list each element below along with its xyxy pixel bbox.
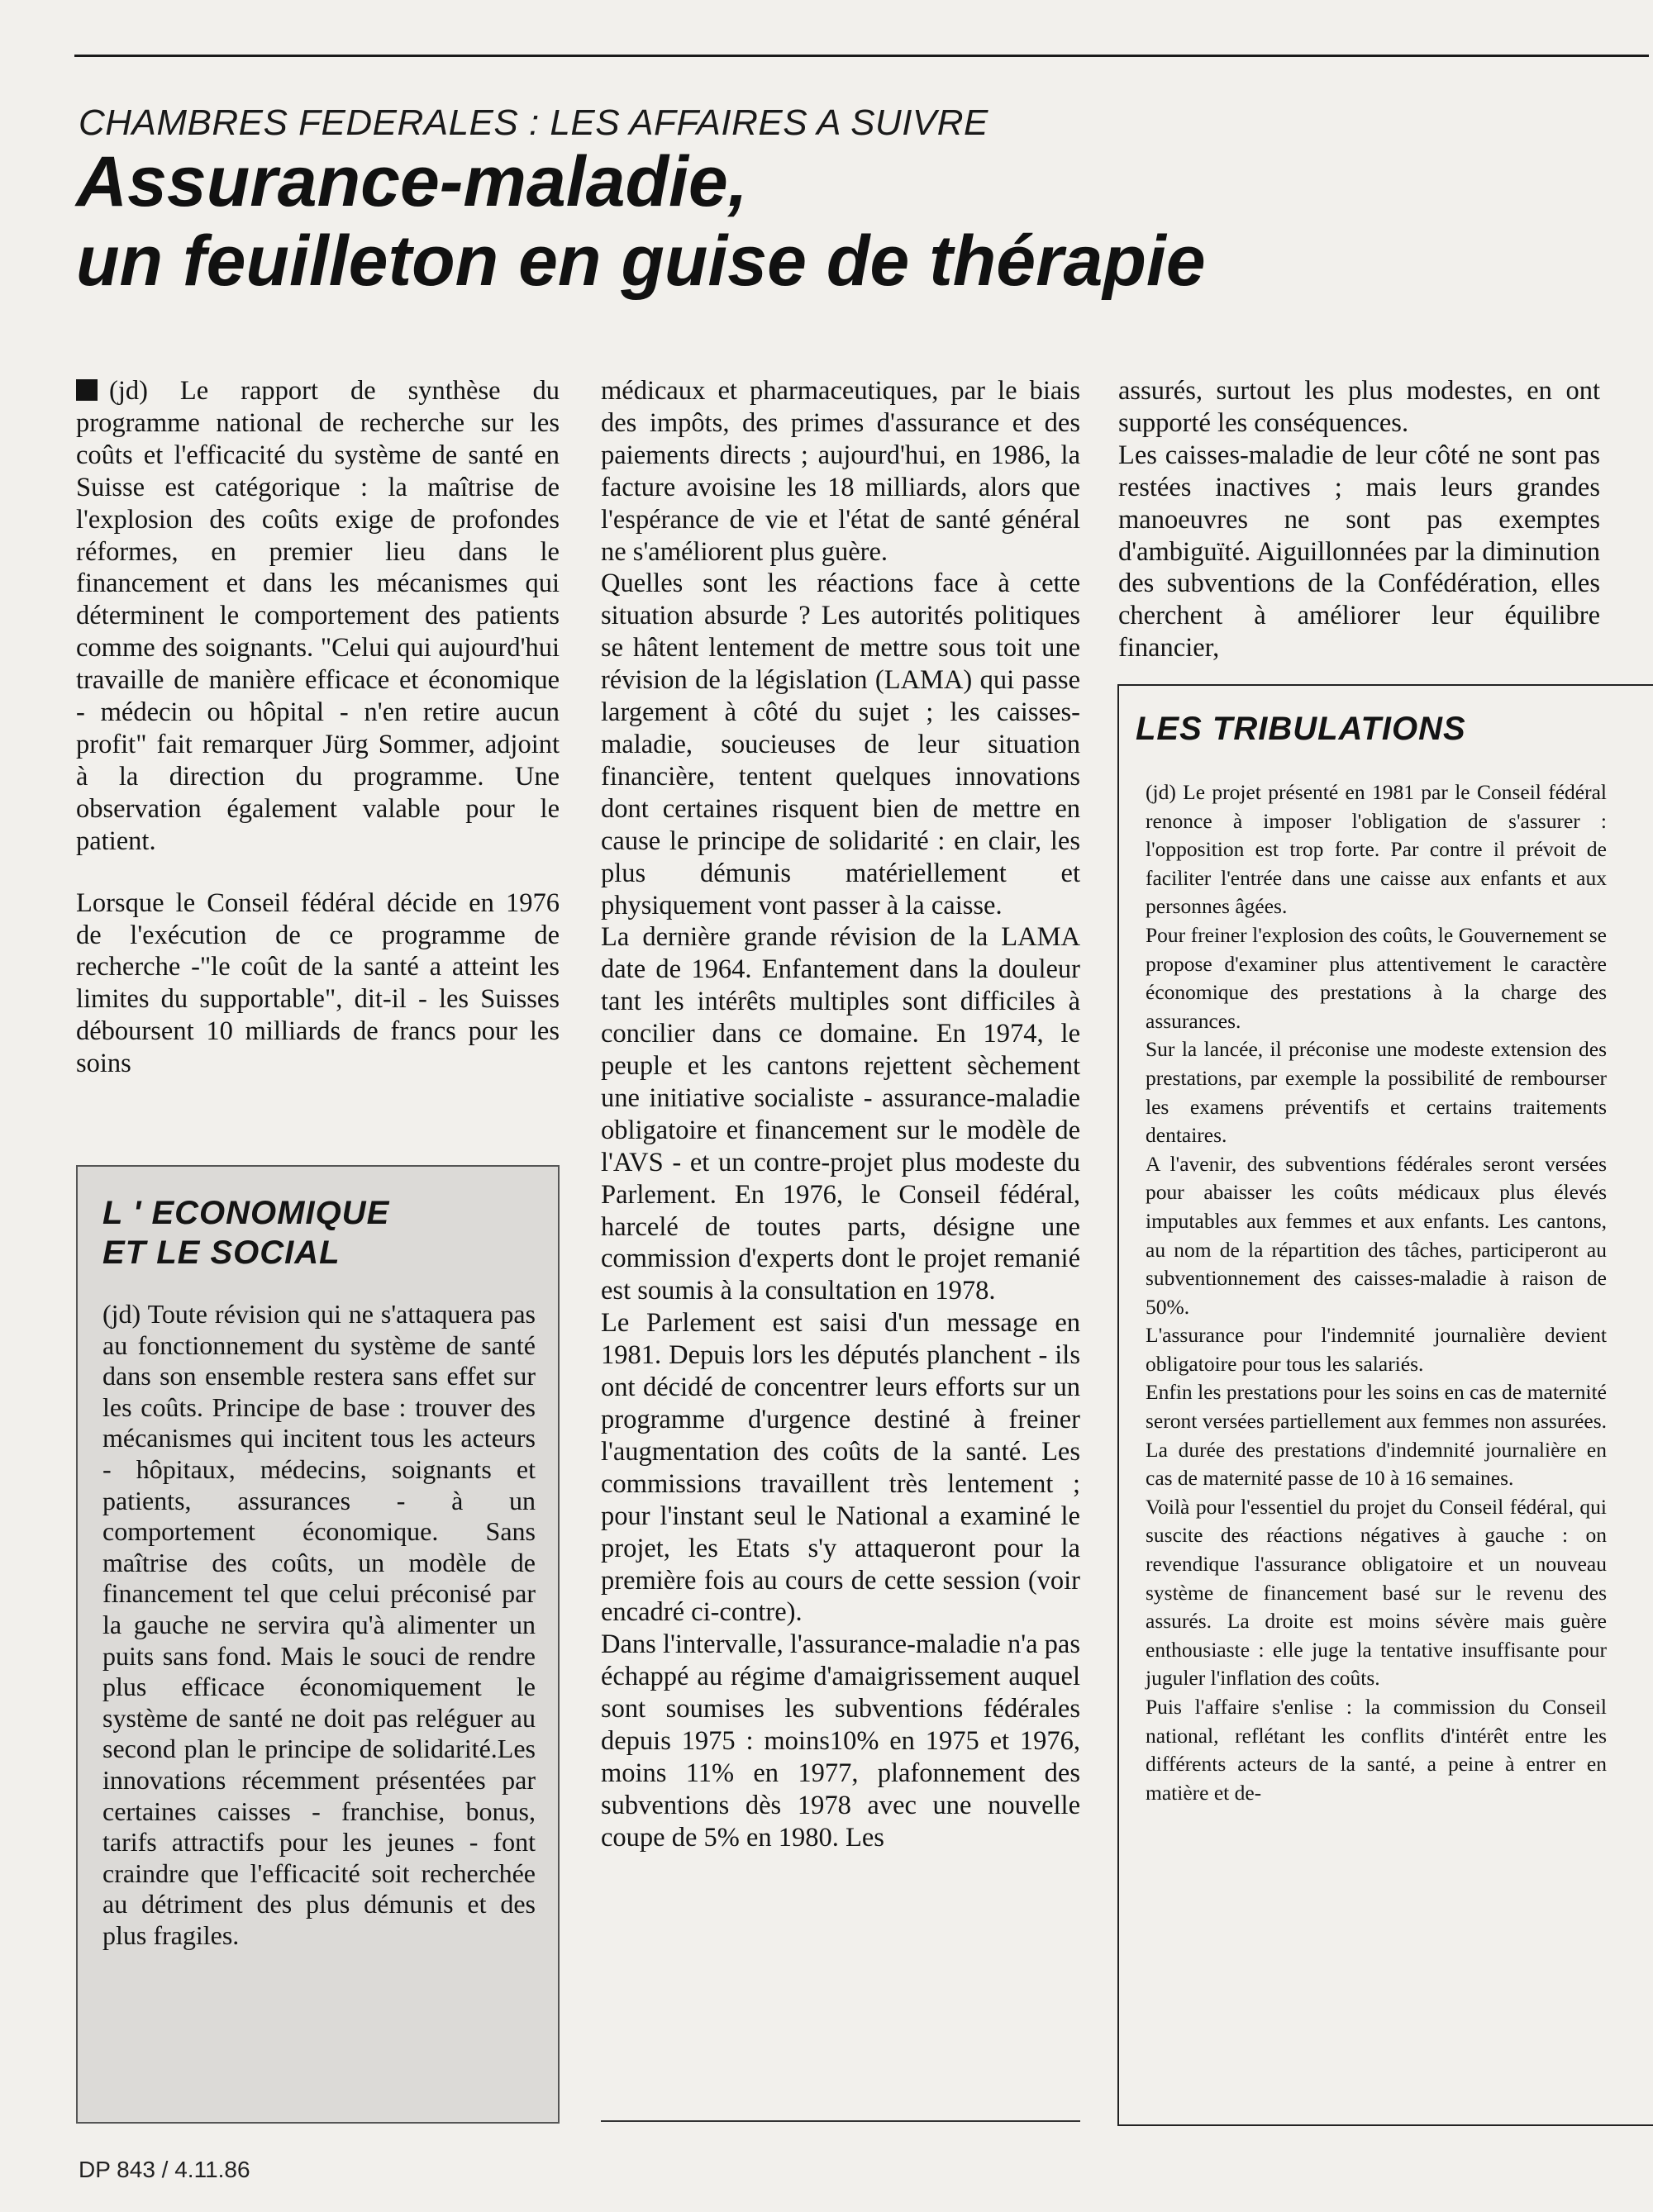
box-paragraph: Enfin les prestations pour les soins en cas de maternité seront versées partiellement aux femmes non assurées. La durée des prestations d'indemnité journalière en cas de maternité passe de 10 à 16 semaines. — [1146, 1380, 1607, 1491]
box-paragraph: A l'avenir, des subventions fédérales seront versées pour abaisser les coûts médicaux plus élevés imputables aux femmes et aux enfants. Les cantons, au nom de la répartition des tâches, participeront au subventionnement des caisses-maladie à raison de 50%. — [1146, 1151, 1607, 1319]
paragraph-intro-text: (jd) Le rapport de synthèse du programme national de recherche sur les coûts et l'efficacité du système de santé en Suisse est catégorique : la maîtrise de l'explosion des coûts exige de profondes réformes, en premier lieu dans le financement et dans les mécanismes qui déterminent le comportement des patients comme des soignants. "Celui qui aujourd'hui travaille de manière efficace et économique - médecin ou hôpital - n'en retire aucun profit" fait remarquer Jürg Sommer, adjoint à la direction du programme. Une observation également valable pour le patient. — [76, 376, 560, 856]
paragraph: Dans l'intervalle, l'assurance-maladie n'a pas échappé au régime d'amaigrissement auquel sont soumises les subventions fédérales depuis 1975 : moins10% en 1975 et 1976, moins 11% en 1977, plafonnement des subventions dès 1978 avec une nouvelle coupe de 5% en 1980. Les — [601, 1629, 1080, 1853]
box-title-line-2: ET LE SOCIAL — [102, 1234, 341, 1271]
paragraph: Le Parlement est saisi d'un message en 1981. Depuis lors les députés planchent - ils ont décidé de concentrer leurs efforts sur un programme d'urgence destiné à freiner l'augmentation des coûts de la santé. Les commissions travaillent très lentement ; pour l'instant seul le National a examiné le projet, les Etats s'y attaqueront pour la première fois au cours de cette session (voir encadré ci-contre). — [601, 1308, 1080, 1628]
box-paragraph: Voilà pour l'essentiel du projet du Conseil fédéral, qui suscite des réactions négatives à gauche : on revendique l'assurance obligatoire et un nouveau système de financement basé sur le revenu des assurés. La droite est moins sévère mais guère enthousiaste : elle juge la tentative insuffisante pour juguler l'inflation des coûts. — [1146, 1494, 1607, 1691]
sidebar-box-tribulations — [1117, 684, 1653, 2126]
top-rule — [74, 55, 1649, 57]
box-paragraph: Puis l'affaire s'enlise : la commission du Conseil national, reflétant les conflits d'intérêt entre les différents acteurs de la santé, a peine à entrer en matière et de- — [1146, 1695, 1607, 1805]
box-title: LES TRIBULATIONS — [1136, 711, 1466, 747]
box-title-line-1: L ' ECONOMIQUE — [102, 1195, 390, 1231]
paragraph: médicaux et pharmaceutiques, par le biais des impôts, des primes d'assurance et des paiements directs ; aujourd'hui, en 1986, la facture avoisine les 18 milliards, alors que l'espérance de vie et l'état de santé général ne s'améliorent plus guère. — [601, 376, 1080, 567]
paragraph: Quelles sont les réactions face à cette situation absurde ? Les autorités politiques se hâtent lentement de mettre sous toit une révision de la législation (LAMA) qui passe largement à côté du sujet ; les caisses-maladie, soucieuses de leur situation financière, tentent quelques innovations dont certaines risquent bien de mettre en cause le principe de solidarité : en clair, les plus démunis matériellement et physiquement vont passer à la caisse. — [601, 568, 1080, 920]
column-1 — [76, 375, 560, 1080]
box-body — [1146, 778, 1607, 1807]
paragraph: Lorsque le Conseil fédéral décide en 1976 de l'exécution de ce programme de recherche -"le coût de la santé a atteint les limites du supportable", dit-il - les Suisses déboursent 10 milliards de francs pour les soins — [76, 887, 560, 1079]
sidebar-box-economique — [76, 1165, 560, 2124]
column-3 — [1118, 375, 1600, 664]
column-2 — [601, 375, 1080, 1854]
paragraph: Les caisses-maladie de leur côté ne sont pas restées inactives ; mais leurs grandes manoeuvres ne sont pas exemptes d'ambiguïté. Aiguillonnées par la diminution des subventions de la Confédération, elles cherchent à améliorer leur équilibre financier, — [1118, 440, 1600, 664]
issue-footer: DP 843 / 4.11.86 — [79, 2157, 250, 2182]
paragraph-intro — [76, 375, 560, 858]
box-paragraph: L'assurance pour l'indemnité journalière devient obligatoire pour tous les salariés. — [1146, 1323, 1607, 1376]
headline-line-1: Assurance-maladie, — [76, 142, 748, 221]
box-paragraph: (jd) Le projet présenté en 1981 par le Conseil fédéral renonce à imposer l'obligation de s'assurer : l'opposition est trop forte. Par contre il prévoit de faciliter l'entrée dans une caisse aux enfants et aux personnes âgées. — [1146, 780, 1607, 919]
box-paragraph: Pour freiner l'explosion des coûts, le Gouvernement se propose d'examiner plus attentivement le caractère économique des prestations à la charge des assurances. — [1146, 922, 1607, 1033]
paragraph: assurés, surtout les plus modestes, en ont supporté les conséquences. — [1118, 376, 1600, 438]
article-kicker: CHAMBRES FEDERALES : LES AFFAIRES A SUIVRE — [79, 102, 988, 143]
bullet-square-icon — [76, 379, 98, 401]
paragraph: La dernière grande révision de la LAMA date de 1964. Enfantement dans la douleur tant les intérêts multiples sont difficiles à concilier dans ce domaine. En 1974, le peuple et les cantons rejettent sèchement une initiative socialiste - assurance-maladie obligatoire et financement sur le modèle de l'AVS - et un contre-projet plus modeste du Parlement. En 1976, le Conseil fédéral, harcelé de toutes parts, désigne une commission d'experts dont le projet remanié est soumis à la consultation en 1978. — [601, 922, 1080, 1306]
box-body: (jd) Toute révision qui ne s'attaquera pas au fonctionnement du système de santé dans son ensemble restera sans effet sur les coûts. Principe de base : trouver des mécanismes qui incitent tous les acteurs - hôpitaux, médecins, soignants et patients, assurances - à un comportement économique. Sans maîtrise des coûts, un modèle de financement tel que celui préconisé par la gauche ne servira qu'à alimenter un puits sans fond. Mais le souci de rendre plus efficace économiquement le système de santé ne doit pas reléguer au second plan le principe de solidarité.Les innovations récemment présentées par certaines caisses - franchise, bonus, tarifs attractifs pour les jeunes - font craindre que l'efficacité soit recherchée au détriment des plus démunis et des plus fragiles. — [102, 1299, 536, 1950]
box-title — [102, 1193, 389, 1272]
article-headline — [76, 142, 1206, 301]
column-2-bottom-rule — [601, 2120, 1080, 2122]
box-paragraph: Sur la lancée, il préconise une modeste extension des prestations, par exemple la possibilité de rembourser les examens préventifs et certains traitements dentaires. — [1146, 1037, 1607, 1148]
headline-line-2: un feuilleton en guise de thérapie — [76, 221, 1206, 301]
